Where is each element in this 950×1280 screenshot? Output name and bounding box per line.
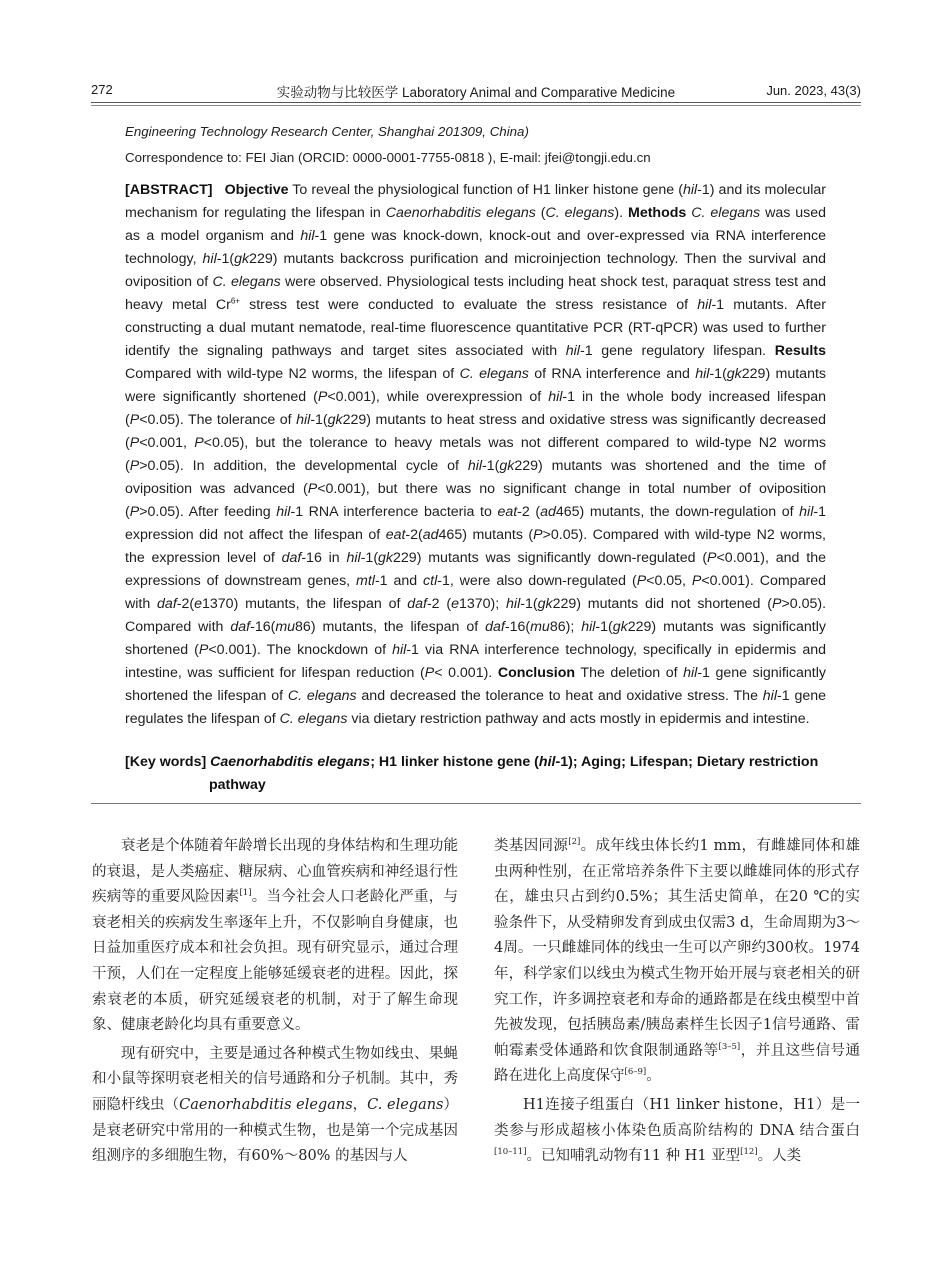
keywords xyxy=(125,751,826,797)
conclusion-label: Conclusion xyxy=(497,665,576,681)
header-rule xyxy=(91,102,861,103)
objective-text: To reveal the physiological function of H1 linker histone gene (hil-1) and its molecular mechanism for regulating the lifespan in Caenorhabditis elegans (C. elegans). xyxy=(125,182,827,221)
abstract-label: [ABSTRACT] xyxy=(125,182,213,198)
body-paragraph: 现有研究中，主要是通过各种模式生物如线虫、果蝇和小鼠等探明衰老相关的信号通路和分子机制。其中，秀丽隐杆线虫（Caenorhabditis elegans，C. elegans）是衰老研究中常用的一种模式生物，也是第一个完成基因组测序的多细胞生物，有60%～80% 的基因与人 xyxy=(92,1045,459,1165)
keywords-list: Caenorhabditis elegans; H1 linker histone gene (hil-1); Aging; Lifespan; Dietary restriction xyxy=(210,754,819,770)
methods-label: Methods xyxy=(628,205,687,221)
methods-text: C. elegans was used as a model organism and hil-1 gene was knock-down, knock-out and over-expressed via RNA interference technology, hil-1(gk229) mutants backcross purification and microinjection technology. Then the survival and oviposition of C. elegans were observed. Physiological tests including heat shock test, paraquat stress test and heavy metal $Cr^{6+}$ stress test were conducted to evaluate the stress resistance of hil-1 mutants. After constructing a dual mutant nematode, real-time fluorescence quantitative PCR (RT-qPCR) was used to further identify the signaling pathways and target sites associated with hil-1 gene regulatory lifespan. xyxy=(125,205,827,359)
running-header xyxy=(91,80,861,102)
results-text-body: C. elegans of RNA interference and hil-1(gk229) mutants were significantly shortened (P<0.001), while overexpression of hil-1 in the whole body increased lifespan (P<0.05). The tolerance of hil-1(gk229) mutants to heat stress and oxidative stress was significantly decreased (P<0.001, P<0.05), but the tolerance to heavy metals was not different compared to wild-type N2 worms (P>0.05). In addition, the developmental cycle of hil-1(gk229) mutants was shortened and the time of oviposition was advanced (P<0.001), but there was no significant change in total number of oviposition (P>0.05). After feeding hil-1 RNA interference bacteria to eat-2 (ad465) mutants, the down-regulation of hil-1 expression did not affect the lifespan of eat-2(ad465) mutants (P>0.05). Compared with wild-type N2 worms, the expression level of daf-16 in hil-1(gk229) mutants was significantly down-regulated (P<0.001), and the expressions of downstream genes, mtl-1 and ctl-1, were also down-regulated (P<0.05, P<0.001). Compared with daf-2(e1370) mutants, the lifespan of daf-2 (e1370); hil-1(gk229) mutants did not shortened (P>0.05). Compared with daf-16(mu86) mutants, the lifespan of daf-16(mu86); hil-1(gk229) mutants was significantly shortened (P<0.001). The knockdown of hil-1 via RNA interference technology, specifically in epidermis and intestine, was sufficient for lifespan reduction (P< 0.001). xyxy=(125,366,827,681)
body-paragraph: 类基因同源[2]。成年线虫体长约1 mm，有雌雄同体和雄虫两种性别，在正常培养条件下主要以雌雄同体的形式存在，雄虫只占到约0.5%；其生活史简单，在20 ℃的实验条件下，从受精卵发育到成虫仅需3 d，生命周期为3～4周。一只雌雄同体的线虫一生可以产卵约300枚。1974年，科学家们以线虫为模式生物开始开展与衰老相关的研究工作，许多调控衰老和寿命的通路都是在线虫模型中首先被发现，包括胰岛素/胰岛素样生长因子1信号通路、雷帕霉素受体通路和饮食限制通路等[3–5]，并且这些信号通路在进化上高度保守[6–9]。 xyxy=(494,837,861,1085)
body-paragraph: 衰老是个体随着年龄增长出现的身体结构和生理功能的衰退，是人类癌症、糖尿病、心血管疾病和神经退行性疾病等的重要风险因素[1]。当今社会人口老龄化严重，与衰老相关的疾病发生率逐年上升，不仅影响自身健康，也日益加重医疗成本和社会负担。现有研究显示，通过合理干预，人们在一定程度上能够延缓衰老的进程。因此，探索衰老的本质，研究延缓衰老的机制，对于了解生命现象、健康老龄化均具有重要意义。 xyxy=(92,838,459,1034)
issue-info: Jun. 2023, 43(3) xyxy=(766,83,861,98)
objective-label: Objective xyxy=(224,182,289,198)
citation: [12] xyxy=(740,1147,758,1158)
citation: [1] xyxy=(239,888,252,899)
body-paragraph: H1连接子组蛋白（H1 linker histone，H1）是一类参与形成超核小体染色质高阶结构的 DNA 结合蛋白[10–11]。已知哺乳动物有11 种 H1 亚型[12]。人类 xyxy=(494,1096,860,1165)
citation: [6–9] xyxy=(624,1067,647,1078)
section-divider xyxy=(91,803,861,804)
page-number: 272 xyxy=(91,82,113,97)
abstract xyxy=(125,179,838,731)
affiliation: Engineering Technology Research Center, Shanghai 201309, China) xyxy=(125,124,529,139)
keywords-label: [Key words] xyxy=(125,754,207,770)
citation: [3–5] xyxy=(718,1041,741,1052)
body-column-left xyxy=(92,834,458,1170)
citation: [10–11] xyxy=(494,1147,527,1158)
results-text: Compared with wild-type N2 worms, the lifespan of xyxy=(125,343,838,382)
citation: [2] xyxy=(568,837,581,848)
header-rule-secondary xyxy=(91,105,861,106)
conclusion-text: The deletion of hil-1 gene significantly shortened the lifespan of C. elegans and decreased the tolerance to heat and oxidative stress. The hil-1 gene regulates the lifespan of C. elegans via dietary restriction pathway and acts mostly in epidermis and intestine. xyxy=(125,665,827,727)
correspondence: Correspondence to: FEI Jian (ORCID: 0000-0001-7755-0818 ), E-mail: jfei@tongji.edu.cn xyxy=(125,150,651,165)
keywords-continuation: pathway xyxy=(209,777,266,793)
body-column-right xyxy=(494,834,860,1170)
results-label: Results xyxy=(774,343,826,359)
journal-title: 实验动物与比较医学 Laboratory Animal and Comparative Medicine xyxy=(276,85,676,100)
